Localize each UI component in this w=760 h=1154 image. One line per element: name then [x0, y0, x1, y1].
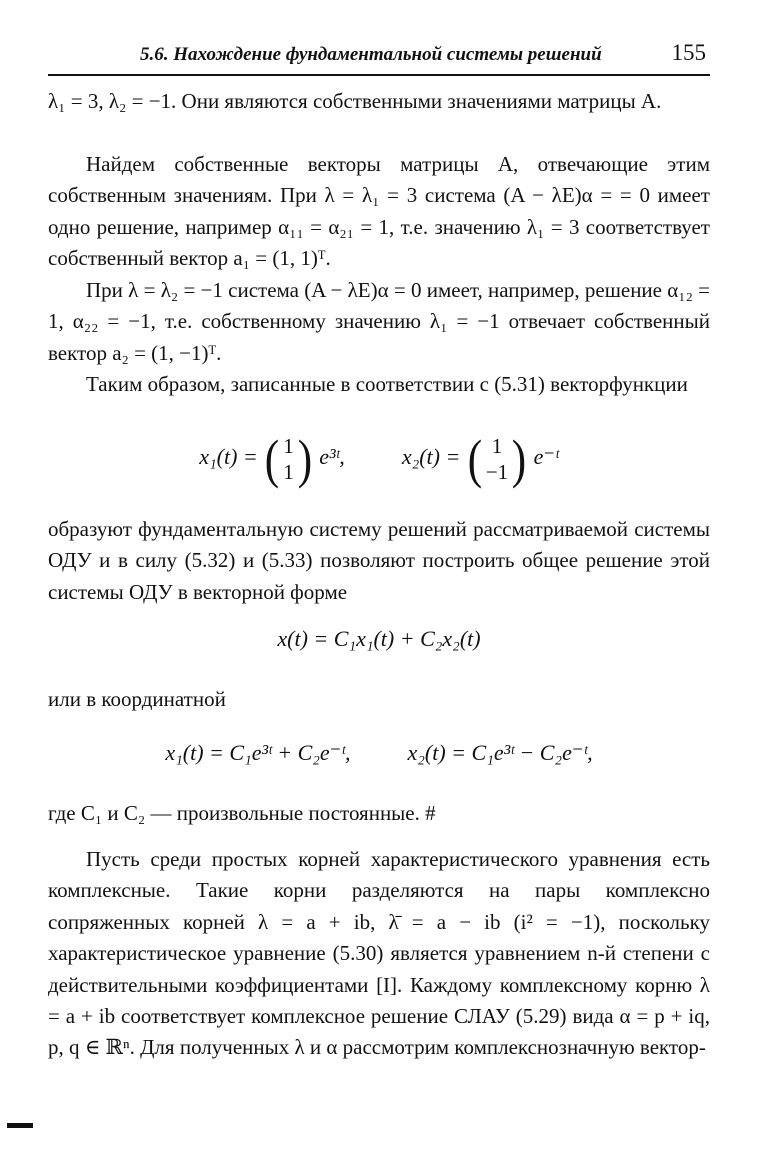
formula-x1-lhs: x₁(t) = — [199, 444, 258, 470]
paragraph-fundamental-system: образуют фундаментальную систему решений рассматриваемой системы ОДУ и в силу (5.32) и (5.33) позволяют построить общее решение этой системы ОДУ в векторной форме — [48, 517, 710, 604]
right-paren: ) — [297, 429, 312, 489]
formula-coordinate — [48, 740, 710, 766]
formula-x1-exp: e³ᵗ, — [319, 444, 345, 470]
paragraph-complex-roots: Пусть среди простых корней характеристического уравнения есть комплексные. Такие корни разделяются на пары комплексно сопряженных корней λ = a + ib, λ̄ = a − ib (i² = −1), поскольку характеристическое уравнение (5.30) является уравнением n-й степени с действительными коэффициентами [I]. Каждому комплексному корню λ = a + ib соответствует комплексное решение СЛАУ (5.29) вида α = p + iq, p, q ∈ ℝⁿ. Для полученных λ и α рассмотрим комплекснозначную вектор- — [48, 847, 710, 1060]
page-number: 155 — [671, 40, 706, 65]
vector-2-top: 1 — [491, 434, 503, 458]
formula-x2-exp: e⁻ᵗ — [533, 444, 559, 470]
paragraph-eigenvalues: λ₁ = 3, λ₂ = −1. Они являются собственными значениями матрицы A. — [48, 89, 662, 113]
paragraph-coordinate-intro: или в координатной — [48, 687, 226, 711]
corner-mark — [7, 1123, 33, 1128]
formula-vector-functions — [48, 429, 710, 489]
paragraph-eigenvectors-2: При λ = λ₂ = −1 система (A − λE)α = 0 имеет, например, решение α₁₂ = 1, α₂₂ = −1, т.е. собственному значению λ₁ = −1 отвечает собственный вектор a₂ = (1, −1)ᵀ. — [48, 278, 710, 365]
formula-coordinate-x2: x₂(t) = C₁e³ᵗ − C₂e⁻ᵗ, — [407, 740, 593, 765]
paragraph-constants: где C₁ и C₂ — произвольные постоянные. # — [48, 801, 436, 825]
left-paren: ( — [265, 429, 280, 489]
column-vector-1 — [263, 429, 313, 489]
formula-coordinate-x1: x₁(t) = C₁e³ᵗ + C₂e⁻ᵗ, — [165, 740, 351, 765]
right-paren: ) — [511, 429, 527, 489]
running-title: 5.6. Нахождение фундаментальной системы решений — [140, 44, 602, 65]
page-header — [48, 38, 710, 76]
formula-x2-lhs: x₂(t) = — [401, 444, 461, 470]
paragraph-vector-functions-intro: Таким образом, записанные в соответствии с (5.31) векторфункции — [86, 372, 688, 396]
vector-1-top: 1 — [283, 434, 294, 458]
left-paren: ( — [467, 429, 483, 489]
column-vector-2 — [466, 429, 528, 489]
formula-general-vector: x(t) = C₁x₁(t) + C₂x₂(t) — [277, 626, 481, 651]
vector-2-bottom: −1 — [485, 460, 509, 484]
paragraph-eigenvectors-1: Найдем собственные векторы матрицы A, отвечающие этим собственным значениям. При λ = λ₁ = 3 система (A − λE)α = = 0 имеет одно решение, например α₁₁ = α₂₁ = 1, т.е. значению λ₁ = 3 соответствует собственный вектор a₁ = (1, 1)ᵀ. — [48, 152, 710, 271]
vector-1-bottom: 1 — [283, 460, 294, 484]
